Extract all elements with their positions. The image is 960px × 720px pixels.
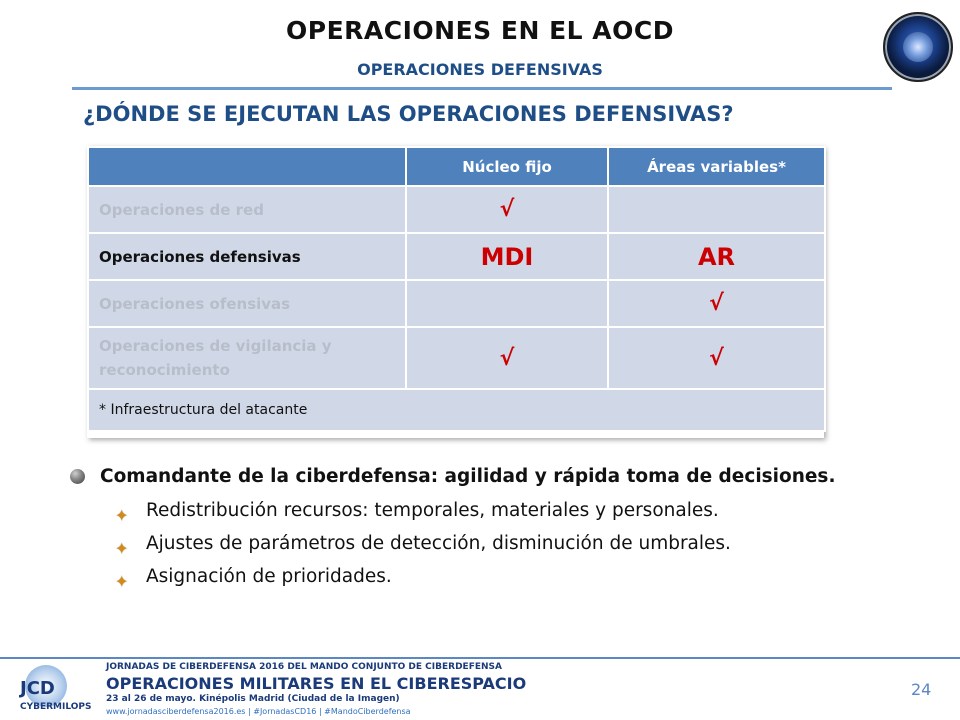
check-mark: √ xyxy=(406,186,608,233)
emblem-logo-icon xyxy=(883,12,953,82)
star-bullet-icon: ✦ xyxy=(115,539,129,558)
table-row xyxy=(88,280,825,327)
check-mark: √ xyxy=(608,327,825,389)
footer-banner xyxy=(106,662,606,716)
cell-value: AR xyxy=(608,233,825,280)
slide-title: OPERACIONES EN EL AOCD xyxy=(286,16,674,45)
sub-bullet-text: Ajustes de parámetros de detección, disminución de umbrales. xyxy=(146,533,731,554)
bullet-dot-icon xyxy=(70,469,85,484)
logo-cyber-text: CYBERMILOPS xyxy=(20,702,92,712)
star-bullet-icon: ✦ xyxy=(115,572,129,591)
cell-value: MDI xyxy=(406,233,608,280)
table-header-empty xyxy=(88,147,406,186)
check-mark: √ xyxy=(608,280,825,327)
logo-jcd-text: JCD xyxy=(20,678,55,699)
footer-line3: 23 al 26 de mayo. Kinépolis Madrid (Ciudad de la Imagen) xyxy=(106,694,400,704)
table-row xyxy=(88,327,825,389)
sub-bullet-text: Asignación de prioridades. xyxy=(146,566,392,587)
footer-line4: www.jornadasciberdefensa2016.es | #JornadasCD16 | #MandoCiberdefensa xyxy=(106,707,411,716)
operations-table xyxy=(87,146,824,438)
table-header-row xyxy=(88,147,825,186)
footer-line1: JORNADAS DE CIBERDEFENSA 2016 DEL MANDO CONJUNTO DE CIBERDEFENSA xyxy=(106,662,502,672)
sub-bullet xyxy=(70,560,890,593)
table-footnote: * Infraestructura del atacante xyxy=(88,389,825,431)
jcd-logo xyxy=(20,665,92,713)
table-header-nucleo: Núcleo fijo xyxy=(406,147,608,186)
check-mark: √ xyxy=(406,327,608,389)
star-bullet-icon: ✦ xyxy=(115,506,129,525)
main-bullet-text: Comandante de la ciberdefensa: agilidad y rápida toma de decisiones. xyxy=(100,466,836,487)
row-label: Operaciones ofensivas xyxy=(88,280,406,327)
page-number: 24 xyxy=(911,680,932,699)
bottom-divider xyxy=(0,657,960,659)
sub-bullet xyxy=(70,527,890,560)
top-divider xyxy=(72,87,892,90)
row-label: Operaciones de red xyxy=(88,186,406,233)
main-bullet xyxy=(70,460,888,494)
sub-bullet-text: Redistribución recursos: temporales, materiales y personales. xyxy=(146,500,719,521)
emblem-center xyxy=(903,32,933,62)
table-row xyxy=(88,186,825,233)
table-header-areas: Áreas variables* xyxy=(608,147,825,186)
table-row xyxy=(88,233,825,280)
footer-line2: OPERACIONES MILITARES EN EL CIBERESPACIO xyxy=(106,674,527,693)
row-label: Operaciones de vigilancia y reconocimiento xyxy=(88,327,406,389)
check-mark xyxy=(406,280,608,327)
check-mark xyxy=(608,186,825,233)
bullet-list xyxy=(70,460,890,593)
section-question: ¿DÓNDE SE EJECUTAN LAS OPERACIONES DEFENSIVAS? xyxy=(83,102,734,126)
slide-subtitle: OPERACIONES DEFENSIVAS xyxy=(357,60,603,79)
row-label: Operaciones defensivas xyxy=(88,233,406,280)
sub-bullet xyxy=(70,494,890,527)
table-footnote-row xyxy=(88,389,825,431)
